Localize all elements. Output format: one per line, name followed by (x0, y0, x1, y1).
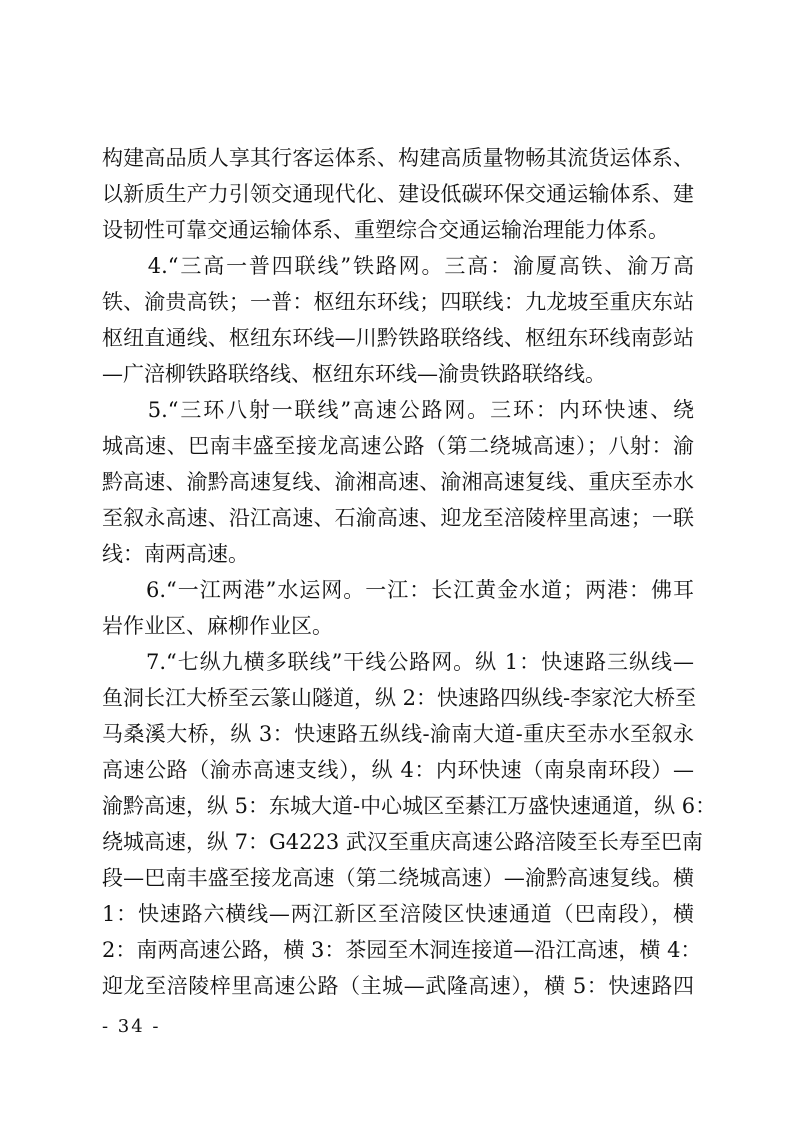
text-line-19: 渝黔高速，纵 5：东城大道-中心城区至綦江万盛快速通道，纵 6： (102, 794, 717, 818)
text-line-13: 6.“一江两港”水运网。一江：长江黄金水道；两港：佛耳 (102, 578, 694, 602)
text-line-11: 至叙永高速、沿江高速、石渝高速、迎龙至涪陵梓里高速；一联 (102, 506, 694, 530)
text-line-24: 迎龙至涪陵梓里高速公路（主城—武隆高速），横 5：快速路四 (102, 974, 694, 998)
document-body (102, 140, 717, 1004)
text-line-21: 段—巴南丰盛至接龙高速（第二绕城高速）—渝黔高速复线。横 (102, 866, 694, 890)
text-line-10: 黔高速、渝黔高速复线、渝湘高速、渝湘高速复线、重庆至赤水 (102, 470, 694, 494)
text-line-5: 铁、渝贵高铁；一普：枢纽东环线；四联线：九龙坡至重庆东站 (102, 290, 694, 314)
text-line-3: 设韧性可靠交通运输体系、重塑综合交通运输治理能力体系。 (102, 218, 669, 242)
text-line-14: 岩作业区、麻柳作业区。 (102, 614, 333, 638)
text-line-8: 5.“三环八射一联线”高速公路网。三环：内环快速、绕 (102, 398, 694, 422)
page-number: - 34 - (102, 1016, 161, 1037)
text-line-18: 高速公路（渝赤高速支线），纵 4：内环快速（南泉南环段）— (102, 758, 694, 782)
text-line-23: 2：南两高速公路，横 3：茶园至木洞连接道—沿江高速，横 4： (102, 938, 702, 962)
text-line-4: 4.“三高一普四联线”铁路网。三高：渝厦高铁、渝万高 (102, 254, 694, 278)
text-line-6: 枢纽直通线、枢纽东环线—川黔铁路联络线、枢纽东环线南彭站 (102, 326, 694, 350)
text-line-16: 鱼洞长江大桥至云篆山隧道，纵 2：快速路四纵线-李家沱大桥至 (102, 686, 697, 710)
text-line-20: 绕城高速，纵 7：G4223 武汉至重庆高速公路涪陵至长寿至巴南 (102, 830, 703, 854)
text-line-17: 马桑溪大桥，纵 3：快速路五纵线-渝南大道-重庆至赤水至叙永 (102, 722, 694, 746)
text-line-15: 7.“七纵九横多联线”干线公路网。纵 1：快速路三纵线— (102, 650, 694, 674)
text-line-1: 构建高品质人享其行客运体系、构建高质量物畅其流货运体系、 (102, 146, 694, 170)
text-line-22: 1：快速路六横线—两江新区至涪陵区快速通道（巴南段），横 (102, 902, 694, 926)
text-line-2: 以新质生产力引领交通现代化、建设低碳环保交通运输体系、建 (102, 182, 694, 206)
text-line-9: 城高速、巴南丰盛至接龙高速公路（第二绕城高速）；八射：渝 (102, 434, 694, 458)
text-line-7: —广涪柳铁路联络线、枢纽东环线—渝贵铁路联络线。 (102, 362, 606, 386)
text-line-12: 线：南两高速。 (102, 542, 249, 566)
